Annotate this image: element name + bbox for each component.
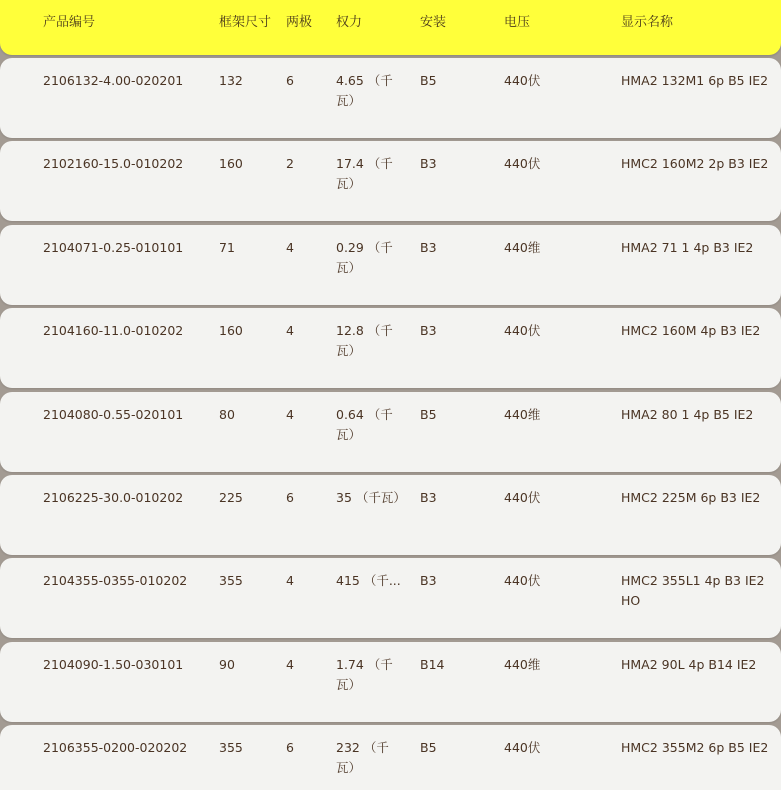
- cell-voltage: 440维: [504, 407, 541, 422]
- cell-frame-size: 132: [219, 73, 243, 88]
- cell-product-code: 2106132-4.00-020201: [43, 73, 184, 88]
- table-row[interactable]: [0, 225, 781, 305]
- cell-mounting: B3: [420, 490, 437, 505]
- column-header-frame-size[interactable]: 框架尺寸: [219, 15, 272, 30]
- column-header-voltage[interactable]: 电压: [504, 15, 531, 30]
- cell-product-code: 2106225-30.0-010202: [43, 490, 184, 505]
- cell-power: 12.8 （千瓦）: [336, 323, 393, 358]
- cell-mounting: B3: [420, 240, 437, 255]
- cell-product-code: 2104080-0.55-020101: [43, 407, 184, 422]
- cell-product-code: 2104071-0.25-010101: [43, 240, 184, 255]
- cell-power: 415 （千...: [336, 573, 401, 588]
- table-row[interactable]: [0, 392, 781, 472]
- cell-poles: 4: [286, 323, 294, 338]
- cell-power: 0.29 （千瓦）: [336, 240, 393, 275]
- cell-product-code: 2104355-0355-010202: [43, 573, 188, 588]
- cell-poles: 2: [286, 156, 294, 171]
- cell-power: 1.74 （千瓦）: [336, 657, 393, 692]
- cell-mounting: B14: [420, 657, 445, 672]
- cell-product-code: 2104160-11.0-010202: [43, 323, 184, 338]
- table-header: [0, 0, 781, 55]
- table-row[interactable]: [0, 642, 781, 722]
- cell-poles: 4: [286, 407, 294, 422]
- cell-voltage: 440伏: [504, 490, 541, 505]
- cell-mounting: B5: [420, 407, 437, 422]
- cell-display-name: HMC2 160M 4p B3 IE2: [621, 323, 761, 338]
- column-header-display-name[interactable]: 显示名称: [621, 15, 674, 30]
- cell-power: 35 （千瓦）: [336, 490, 406, 505]
- cell-voltage: 440伏: [504, 323, 541, 338]
- cell-display-name: HMA2 90L 4p B14 IE2: [621, 657, 757, 672]
- cell-power: 17.4 （千瓦）: [336, 156, 393, 191]
- cell-voltage: 440伏: [504, 73, 541, 88]
- cell-mounting: B3: [420, 323, 437, 338]
- column-header-mounting[interactable]: 安装: [420, 15, 447, 30]
- cell-display-name: HMA2 80 1 4p B5 IE2: [621, 407, 754, 422]
- table-row[interactable]: [0, 141, 781, 221]
- cell-frame-size: 225: [219, 490, 243, 505]
- cell-frame-size: 80: [219, 407, 235, 422]
- cell-poles: 4: [286, 573, 294, 588]
- cell-frame-size: 90: [219, 657, 235, 672]
- cell-power: 4.65 （千瓦）: [336, 73, 393, 108]
- cell-frame-size: 355: [219, 573, 243, 588]
- cell-display-name: HMA2 132M1 6p B5 IE2: [621, 73, 769, 88]
- cell-poles: 6: [286, 740, 294, 755]
- table-row[interactable]: [0, 725, 781, 790]
- cell-voltage: 440维: [504, 657, 541, 672]
- cell-frame-size: 160: [219, 323, 243, 338]
- table-row[interactable]: [0, 558, 781, 638]
- column-header-product-code[interactable]: 产品编号: [43, 15, 96, 30]
- cell-mounting: B3: [420, 573, 437, 588]
- cell-voltage: 440伏: [504, 156, 541, 171]
- table-row[interactable]: [0, 58, 781, 138]
- cell-display-name: HMA2 71 1 4p B3 IE2: [621, 240, 754, 255]
- cell-frame-size: 355: [219, 740, 243, 755]
- table-row[interactable]: [0, 475, 781, 555]
- cell-voltage: 440伏: [504, 573, 541, 588]
- column-header-poles[interactable]: 两极: [286, 15, 313, 30]
- cell-poles: 6: [286, 73, 294, 88]
- cell-mounting: B5: [420, 740, 437, 755]
- cell-product-code: 2104090-1.50-030101: [43, 657, 184, 672]
- cell-mounting: B5: [420, 73, 437, 88]
- cell-display-name: HMC2 355L1 4p B3 IE2 HO: [621, 573, 765, 608]
- cell-voltage: 440伏: [504, 740, 541, 755]
- cell-display-name: HMC2 355M2 6p B5 IE2: [621, 740, 769, 755]
- cell-product-code: 2106355-0200-020202: [43, 740, 188, 755]
- cell-frame-size: 71: [219, 240, 235, 255]
- cell-display-name: HMC2 225M 6p B3 IE2: [621, 490, 761, 505]
- cell-frame-size: 160: [219, 156, 243, 171]
- cell-power: 232 （千瓦）: [336, 740, 389, 775]
- cell-product-code: 2102160-15.0-010202: [43, 156, 184, 171]
- cell-poles: 4: [286, 657, 294, 672]
- cell-poles: 4: [286, 240, 294, 255]
- cell-mounting: B3: [420, 156, 437, 171]
- cell-display-name: HMC2 160M2 2p B3 IE2: [621, 156, 769, 171]
- cell-poles: 6: [286, 490, 294, 505]
- cell-voltage: 440维: [504, 240, 541, 255]
- table-row[interactable]: [0, 308, 781, 388]
- cell-power: 0.64 （千瓦）: [336, 407, 393, 442]
- column-header-power[interactable]: 权力: [336, 15, 363, 30]
